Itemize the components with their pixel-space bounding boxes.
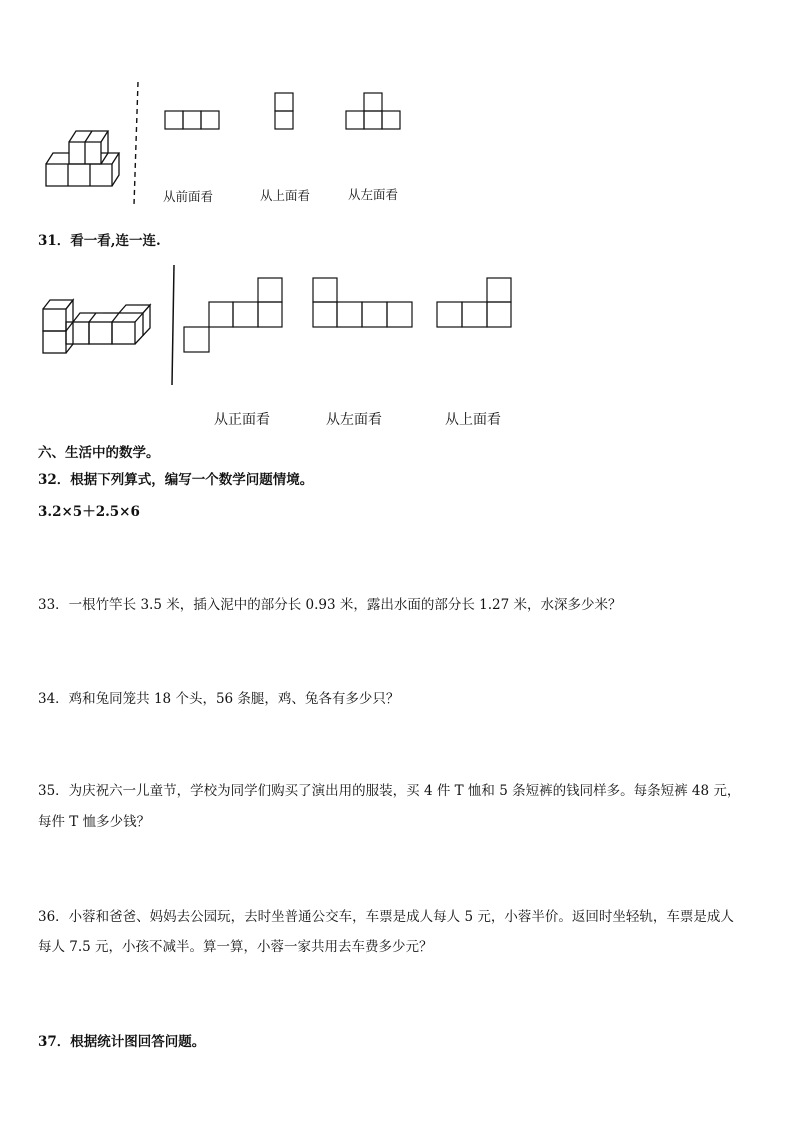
question-33: 33．一根竹竿长 3.5 米，插入泥中的部分长 0.93 米，露出水面的部分长 1.27 米，水深多少米？ [38, 597, 622, 613]
fig2-view-c [0, 0, 1, 1]
fig2-label-left: 从左面看 [326, 412, 382, 428]
question-34: 34．鸡和兔同笼共 18 个头，56 条腿，鸡、兔各有多少只？ [38, 691, 400, 707]
question-35-line-2: 每件 T 恤多少钱？ [38, 814, 151, 830]
fig1-label-front: 从前面看 [163, 189, 214, 204]
section-6-title: 六、生活中的数学。 [38, 445, 160, 461]
question-36-line-2: 每人 7.5 元，小孩不减半。算一算，小蓉一家共用去车费多少元？ [38, 939, 433, 955]
fig1-label-top: 从上面看 [260, 188, 311, 203]
fig2-label-top: 从上面看 [445, 412, 501, 428]
question-35-line-1: 35．为庆祝六一儿童节，学校为同学们购买了演出用的服装，买 4 件 T 恤和 5 条短裤的钱同样多。每条短裤 48 元， [38, 783, 741, 799]
question-36-line-1: 36．小蓉和爸爸、妈妈去公园玩，去时坐普通公交车，车票是成人每人 5 元，小蓉半价。返回时坐轻轨，车票是成人 [38, 909, 734, 925]
question-37: 37．根据统计图回答问题。 [38, 1034, 206, 1050]
fig2-label-front: 从正面看 [214, 412, 270, 428]
question-32-formula: 3.2×5＋2.5×6 [38, 504, 140, 520]
question-31: 31．看一看,连一连. [38, 233, 161, 249]
fig1-label-left: 从左面看 [348, 187, 399, 202]
question-32: 32．根据下列算式，编写一个数学问题情境。 [38, 472, 314, 488]
